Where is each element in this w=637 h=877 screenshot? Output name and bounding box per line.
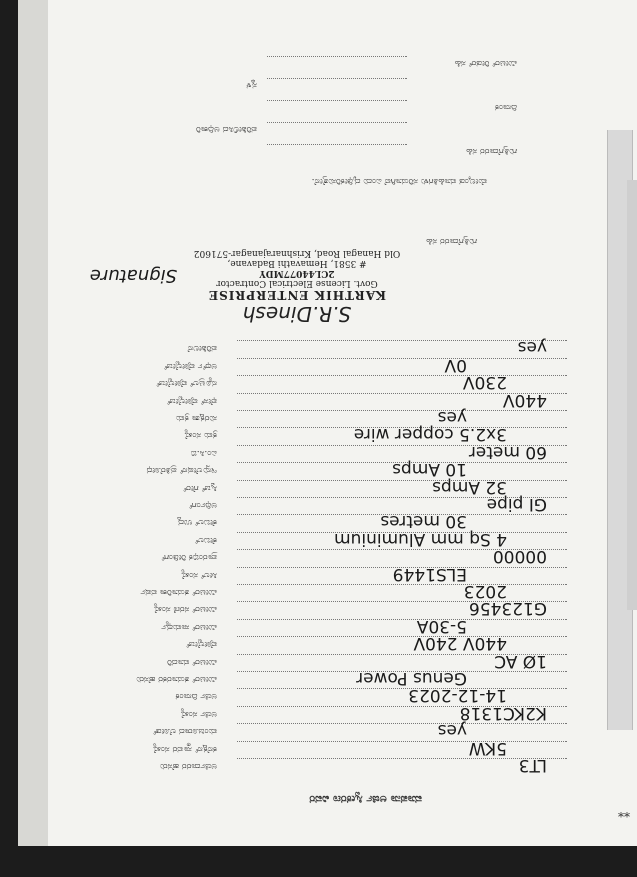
field-value: K2KC1318 — [459, 702, 547, 723]
field-label: ಮಂಜೂರಾದ ಲೋಡ್ — [152, 726, 217, 737]
field-label: ಅರ್ಜಿದಾರರ ಹೆಸರು — [159, 761, 217, 771]
field-underline — [237, 758, 567, 759]
footer-label: ದಿನಾಂಕ — [494, 102, 517, 112]
field-label: ಮೀಟರ್ ಮಾದರಿ — [167, 656, 217, 667]
field-underline — [237, 358, 567, 359]
field-label: ಕ್ರಮ ಸಂಖ್ಯೆ — [184, 430, 217, 441]
contractor-stamp — [167, 248, 427, 326]
field-underline — [237, 619, 567, 620]
field-value: LT3 — [518, 755, 547, 775]
field-label: ಸುರಕ್ಷತಾ ಕ್ರಮ — [175, 413, 217, 423]
field-value: G123456 — [468, 598, 547, 619]
field-label: ಕೇಬಲ್ ಉದ್ದ — [177, 517, 217, 528]
field-label: ಅರ್ಜಿ ಸಂಖ್ಯೆ — [180, 708, 217, 719]
field-underline — [237, 636, 567, 637]
field-label: ಎಂ.ಸಿ.ಬಿ — [190, 447, 217, 458]
stamp-address: # 3581, Hemavathi Badavane, — [227, 258, 367, 268]
stamp-license: 2CL44077MDY — [259, 268, 335, 278]
field-label: ಮೀಟರ್ ತಯಾರಕರ ಹೆಸರು — [136, 674, 217, 684]
field-value: 440V 240V — [413, 633, 507, 654]
field-value: ELS1449 — [392, 563, 467, 584]
footer-label: ಸ್ಥಳ — [246, 80, 257, 90]
form-title: ಮಾಪನಾ ಅರ್ಜಿ ಸ್ವೀಕರಣ ವಿವರ — [309, 793, 422, 806]
field-underline — [237, 741, 567, 742]
declaration-text: ಮೇಲ್ಕಂಡ ಮಾಹಿತಿಗಳು ಸರಿಯಾಗಿವೆ ಎಂದು ದೃಢೀಕರಿಸುತ್ತೇನೆ. — [311, 176, 487, 186]
rotated-form — [18, 0, 637, 846]
field-value: 30 metres — [380, 511, 467, 532]
field-value: 00000 — [492, 546, 547, 567]
footer-label: ಪರಿಶೀಲಿಸಿದ ಅಧಿಕಾರಿ — [196, 124, 257, 134]
stamp-address-2: Old Hanagal Road, Krishnarajanagar-571602 — [193, 248, 401, 258]
field-value: 5-30A — [416, 615, 467, 636]
document-page — [18, 0, 637, 846]
footer-underline — [267, 56, 407, 57]
field-label: ವೋಲ್ಟೇಜ್ — [185, 639, 217, 650]
footer-underline — [267, 78, 407, 79]
stamp-note: ಗುತ್ತಿಗೆದಾರರ ಸಹಿ — [426, 236, 477, 246]
field-value: 230V — [462, 372, 507, 393]
field-underline — [237, 688, 567, 689]
field-underline — [237, 723, 567, 724]
field-label: ಪ್ರಾರಂಭಿಕ ರೀಡಿಂಗ್ — [161, 552, 217, 563]
field-value: yes — [517, 337, 547, 358]
field-underline — [237, 584, 567, 585]
footer-underline — [267, 144, 407, 145]
field-label: ಇನ್ಸುಲೇಷನ್ ಪ್ರತಿರೋಧ — [146, 465, 217, 476]
field-value: 0V — [444, 354, 467, 375]
field-value: yes — [437, 407, 467, 427]
footer-label: ಮೀಟರ್ ರೀಡರ್ ಸಹಿ — [454, 58, 517, 68]
field-label: ಮೀಟರ್ ಸರಣಿ ಸಂಖ್ಯೆ — [153, 604, 217, 615]
stamp-role: Govt. License Electrical Contractor — [216, 278, 378, 288]
field-label: ಫೇಸ್ ವೋಲ್ಟೇಜ್ — [166, 395, 217, 406]
field-value: 10 Amps — [392, 459, 467, 480]
field-label: ಕನೆಕ್ಷನ್ ಸ್ಥಾವರ ಸಂಖ್ಯೆ — [152, 743, 217, 754]
field-value: 60 meter — [468, 441, 547, 462]
field-underline — [237, 375, 567, 376]
field-label: ಸ್ವಿಚ್ ಗೇರ್ — [183, 482, 217, 493]
field-value: 3x2.5 copper wire — [353, 424, 507, 445]
field-label: ಪರಿಶೀಲನೆ — [187, 343, 217, 354]
field-label: ಮೀಟರ್ ಸಾಮರ್ಥ್ಯ — [161, 621, 217, 632]
field-value: 5KW — [468, 737, 507, 758]
field-label: ಕೇಬಲ್ — [195, 534, 217, 545]
binder-clip-inner — [627, 180, 637, 610]
field-value: 32 Amps — [432, 476, 507, 497]
field-value: 440V — [502, 389, 547, 410]
stamp-name: S.R.Dinesh — [242, 302, 352, 326]
field-label: ನ್ಯೂಟ್ರಲ್ ವೋಲ್ಟೇಜ್ — [156, 378, 217, 389]
field-label: ಸೀಲ್ ಸಂಖ್ಯೆ — [181, 569, 217, 580]
field-value: 4 Sq mm Aluminium — [334, 528, 507, 549]
field-label: ಅರ್ಜಿ ದಿನಾಂಕ — [175, 691, 217, 702]
field-underline — [237, 410, 567, 411]
field-value: yes — [437, 720, 467, 741]
field-value: 1Ø AC — [494, 650, 547, 671]
footer-underline — [267, 100, 407, 101]
field-value: 14-12-2023 — [408, 685, 507, 706]
field-label: ಅರ್ಥಿಂಗ್ — [188, 500, 217, 510]
field-value: Genus Power — [356, 668, 467, 688]
field-value: 2023 — [463, 581, 507, 601]
footer-label: ಗುತ್ತಿಗೆದಾರರ ಸಹಿ — [466, 146, 517, 156]
star-mark: ** — [618, 810, 630, 824]
field-label: ಮೀಟರ್ ತಯಾರಿಕಾ ವರ್ಷ — [140, 587, 217, 597]
field-underline — [237, 480, 567, 481]
stamp-firm: KARTHIK ENTERPRISE — [207, 288, 387, 302]
field-label: ಅರ್ಥ್ ವೋಲ್ಟೇಜ್ — [163, 360, 217, 371]
field-value: GI pipe — [486, 494, 547, 514]
contractor-signature: Signature — [89, 265, 177, 286]
footer-underline — [267, 122, 407, 123]
